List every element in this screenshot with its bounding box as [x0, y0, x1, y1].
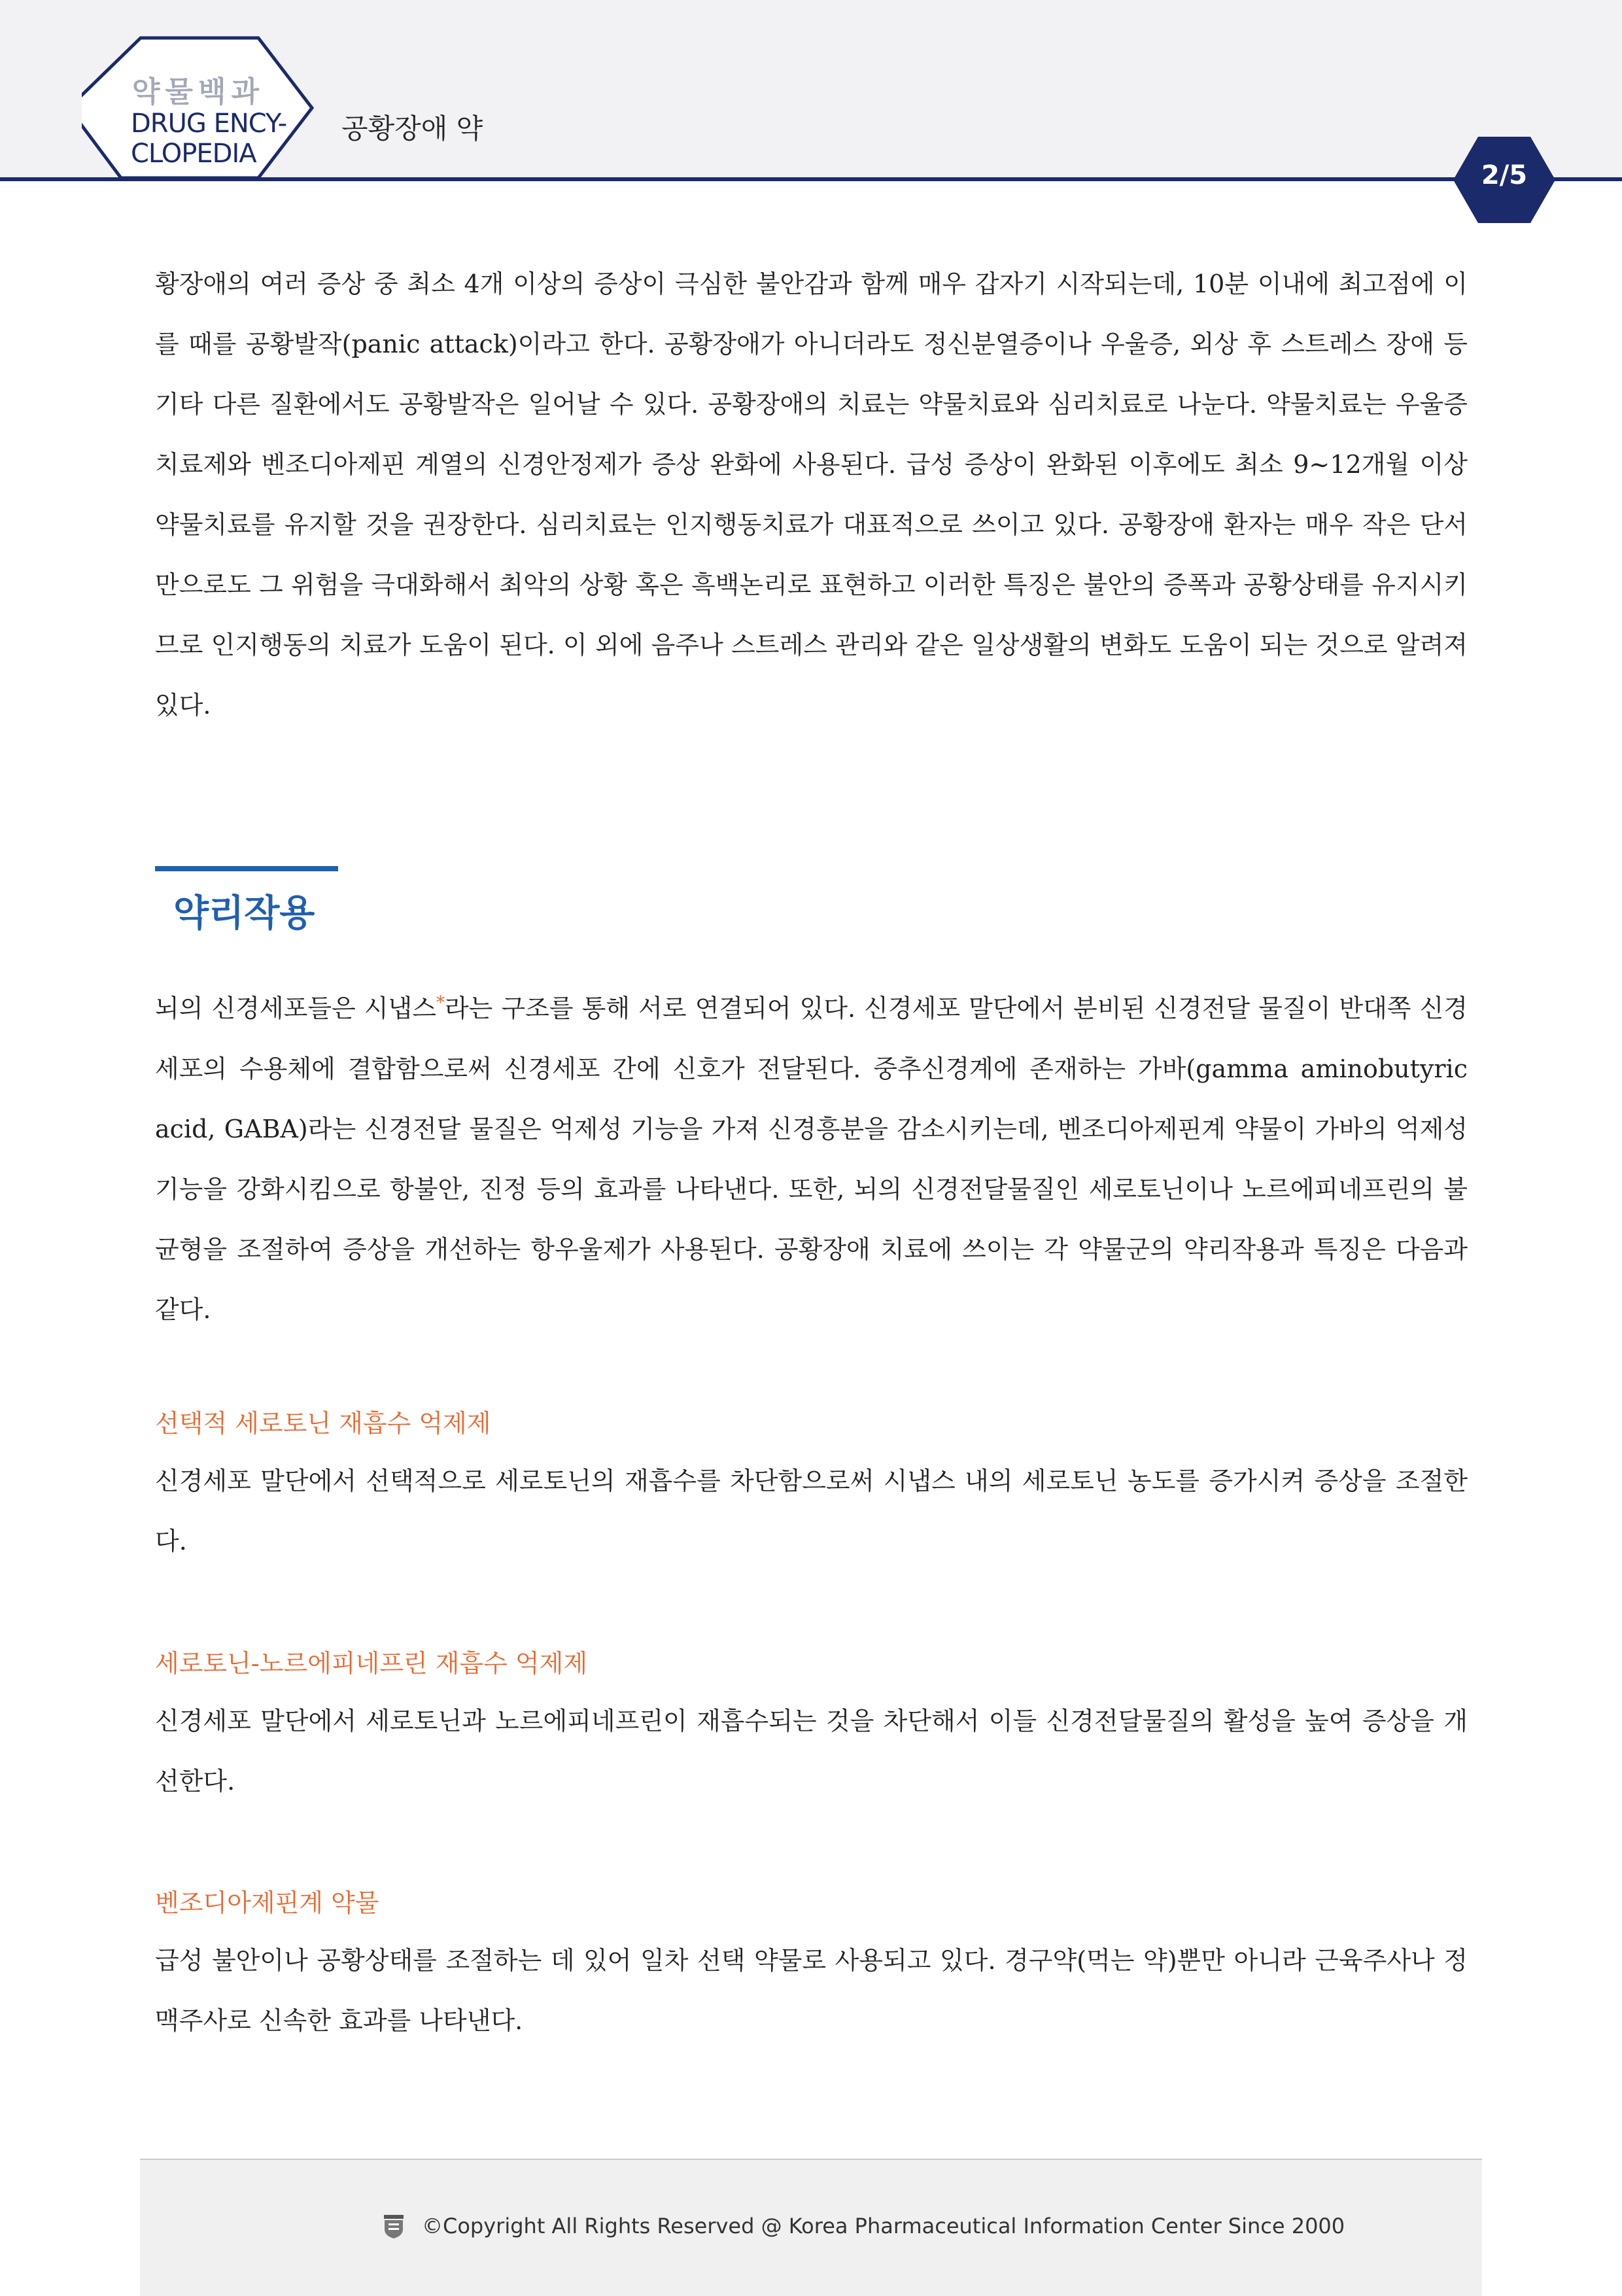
drug-class-title: 벤조디아제핀계 약물 [155, 1888, 379, 1917]
logo-english: DRUG ENCY- CLOPEDIA [131, 109, 287, 169]
section-title: 약리작용 [173, 892, 315, 935]
pharmacology-text-start: 뇌의 신경세포들은 시냅스 [155, 994, 436, 1023]
footnote-marker[interactable]: * [436, 993, 445, 1013]
kpic-emblem-icon [383, 2214, 405, 2240]
pharmacology-text-rest: 라는 구조를 통해 서로 연결되어 있다. 신경세포 말단에서 분비된 신경전달 물질이 반대쪽 신경세포의 수용체에 결합함으로써 신경세포 간에 신호가 전달된다. 중추신경계에 존재하는 가바(gamma aminobutyric acid, GABA)라는 신경전달 물질은 억제성 기능을 가져 신경흥분을 감소시키는데, 벤조디아제핀계 약물이 가바의 억제성 기능을 강화시킴으로 항불안, 진정 등의 효과를 나타낸다. 또한, 뇌의 신경전달물질인 세로토닌이나 노르에피네프린의 불균형을 조절하여 증상을 개선하는 항우울제가 사용된다. 공황장애 치료에 쓰이는 각 약물군의 약리작용과 특징은 다음과 같다. [155, 994, 1468, 1324]
drug-class-description: 신경세포 말단에서 선택적으로 세로토닌의 재흡수를 차단함으로써 시냅스 내의 세로토닌 농도를 증가시켜 증상을 조절한다. [155, 1467, 1468, 1556]
section-accent-bar [155, 866, 338, 871]
pharmacology-paragraph [155, 973, 1468, 1340]
drug-class-title: 세로토닌-노르에피네프린 재흡수 억제제 [155, 1649, 588, 1678]
document-title: 공황장애 약 [341, 113, 483, 145]
drug-class-description: 신경세포 말단에서 세로토닌과 노르에피네프린이 재흡수되는 것을 차단해서 이들 신경전달물질의 활성을 높여 증상을 개선한다. [155, 1707, 1468, 1796]
intro-paragraph: 황장애의 여러 증상 중 최소 4개 이상의 증상이 극심한 불안감과 함께 매우 갑자기 시작되는데, 10분 이내에 최고점에 이를 때를 공황발작(panic attack)이라고 한다. 공황장애가 아니더라도 정신분열증이나 우울증, 외상 후 스트레스 장애 등 기타 다른 질환에서도 공황발작은 일어날 수 있다. 공황장애의 치료는 약물치료와 심리치료로 나눈다. 약물치료는 우울증치료제와 벤조디아제핀 계열의 신경안정제가 증상 완화에 사용된다. 급성 증상이 완화된 이후에도 최소 9~12개월 이상 약물치료를 유지할 것을 권장한다. 심리치료는 인지행동치료가 대표적으로 쓰이고 있다. 공황장애 환자는 매우 작은 단서만으로도 그 위험을 극대화해서 최악의 상황 혹은 흑백논리로 표현하고 이러한 특징은 불안의 증폭과 공황상태를 유지시키므로 인지행동의 치료가 도움이 된다. 이 외에 음주나 스트레스 관리와 같은 일상생활의 변화도 도움이 되는 것으로 알려져 있다. [155, 270, 1468, 720]
drug-class-description: 급성 불안이나 공황상태를 조절하는 데 있어 일차 선택 약물로 사용되고 있다. 경구약(먹는 약)뿐만 아니라 근육주사나 정맥주사로 신속한 효과를 나타낸다. [155, 1946, 1468, 2035]
page-number: 2/5 [1481, 160, 1528, 190]
logo-korean: 약물백과 [132, 75, 265, 109]
drug-class-title: 선택적 세로토닌 재흡수 억제제 [155, 1409, 491, 1438]
copyright-notice: ©Copyright All Rights Reserved @ Korea Pharmaceutical Information Center Since 2000 [422, 2214, 1345, 2238]
